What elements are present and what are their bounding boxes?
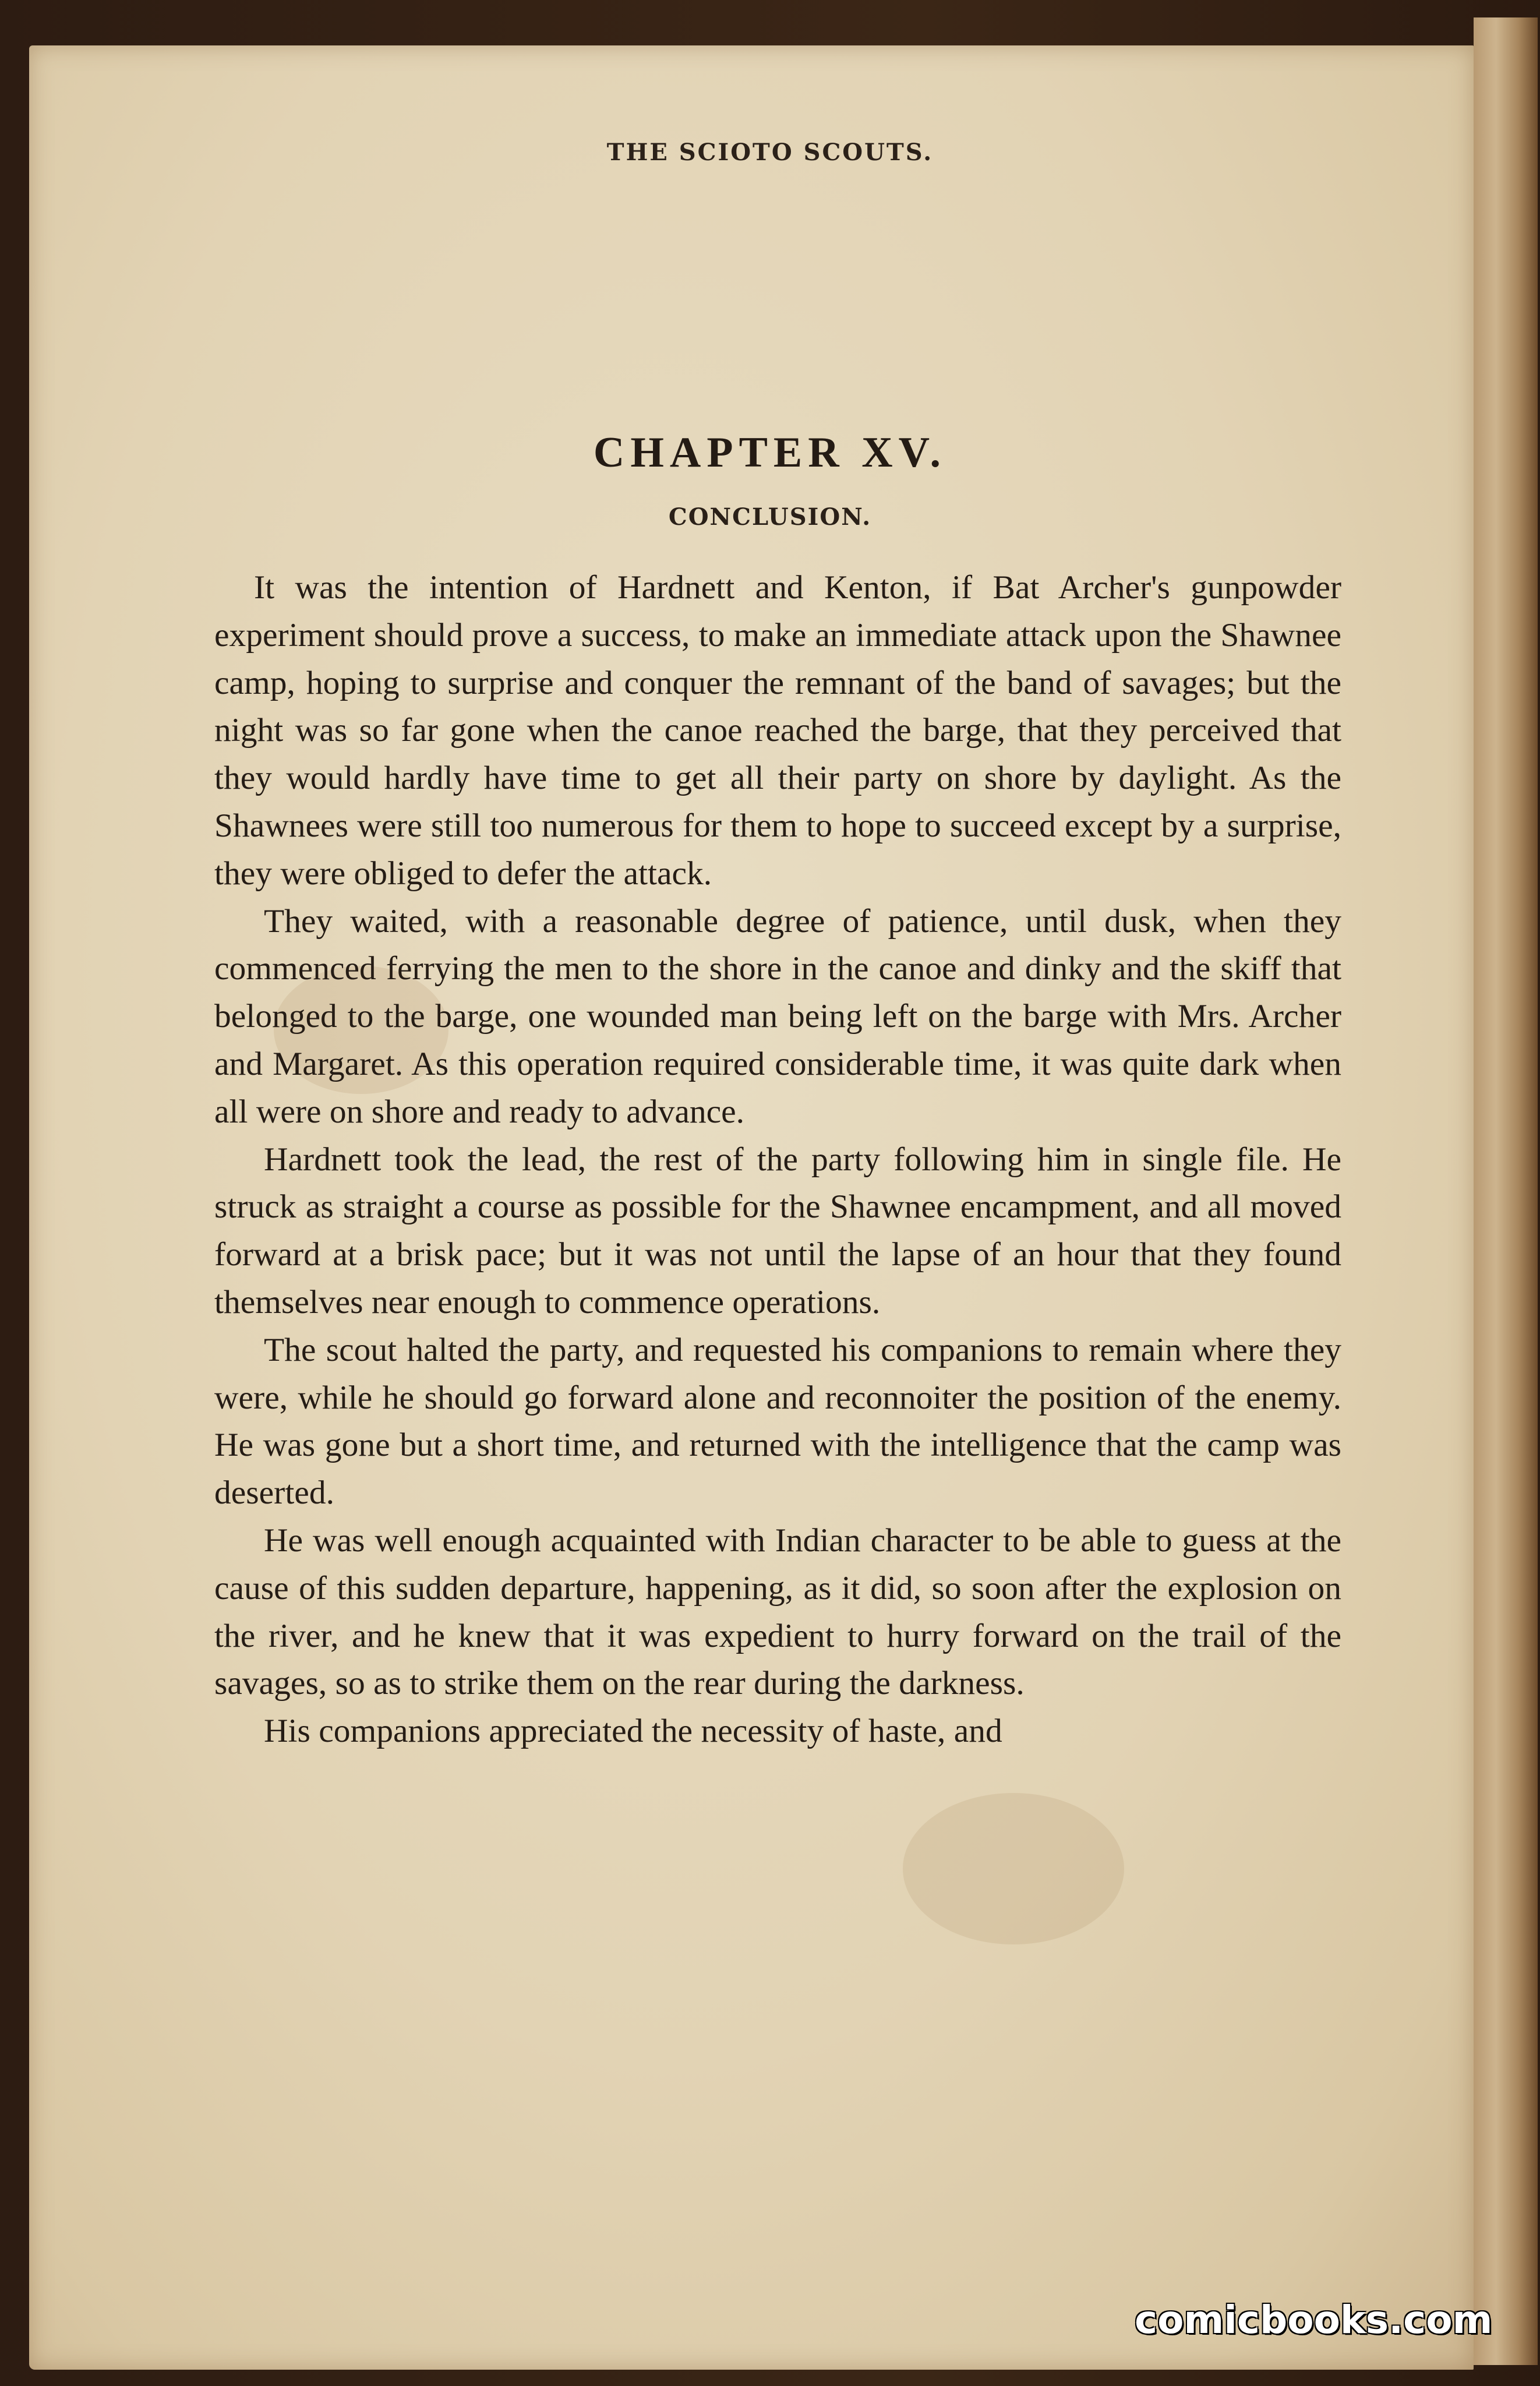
paragraph: Hardnett took the lead, the rest of the party following him in single file. He struck as straight a course as possible for the Shawnee encampment, and all moved forward at a brisk pace; but it was not until the lapse of an hour that they found themselves near enough to commence operations. <box>214 1141 1341 1321</box>
paragraph: He was well enough acquainted with Indian character to be able to guess at the cause of this sudden departure, happening, as it did, so soon after the explosion on the river, and he knew that it was expedient to hurry forward on the trail of the savages, so as to strike them on the rear during the darkness. <box>214 1522 1341 1702</box>
body-text <box>214 564 1341 1755</box>
chapter-title: CHAPTER XV. <box>593 429 947 477</box>
paper-stain <box>903 1793 1124 1944</box>
paragraph: It was the intention of Hardnett and Kenton, if Bat Archer's gunpowder experiment should prove a success, to make an immediate attack upon the Shawnee camp, hoping to surprise and conquer the remnant of the band of savages; but the night was so far gone when the canoe reached the barge, that they perceived that they would hardly have time to get all their party on shore by daylight. As the Shawnees were still too numerous for them to hope to succeed except by a surprise, they were obliged to defer the attack. <box>214 569 1341 892</box>
paragraph: They waited, with a reasonable degree of patience, until dusk, when they commenced ferrying the men to the shore in the canoe and dinky and the skiff that belonged to the barge, one wounded man being left on the barge with Mrs. Archer and Margaret. As this operation required considerable time, it was quite dark when all were on shore and ready to advance. <box>214 902 1341 1130</box>
chapter-subtitle: CONCLUSION. <box>668 503 872 531</box>
paragraph: The scout halted the party, and requested his companions to remain where they were, while he should go forward alone and reconnoiter the position of the enemy. He was gone but a short time, and returned with the intelligence that the camp was deserted. <box>214 1331 1341 1512</box>
book-spine-edge <box>1474 17 1538 2365</box>
paragraph: His companions appreciated the necessity of haste, and <box>264 1713 1002 1750</box>
running-head: THE SCIOTO SCOUTS. <box>606 139 934 166</box>
watermark: comicbooks.com <box>1135 2297 1493 2342</box>
